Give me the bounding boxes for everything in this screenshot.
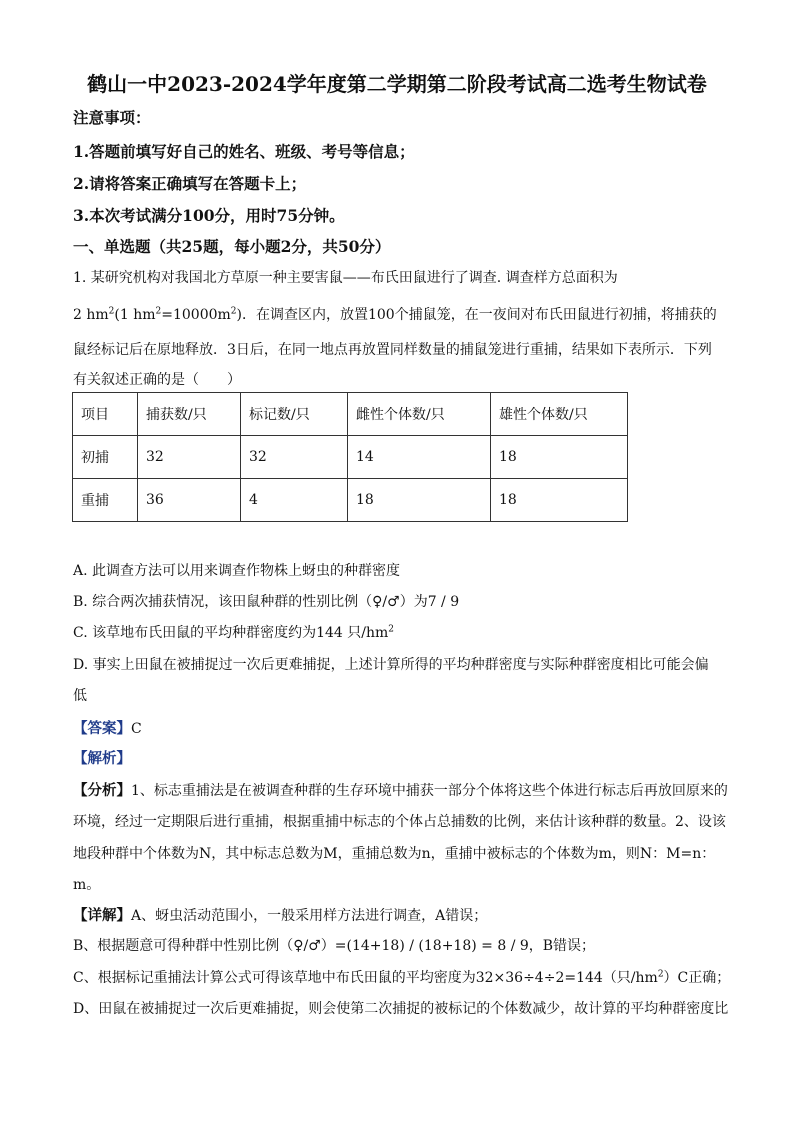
answer — [73, 717, 142, 738]
table-cell: 初捕 — [73, 436, 138, 479]
detail-c-text: C、根据标记重捕法计算公式可得该草地中布氏田鼠的平均密度为32×36÷4÷2=144（只/hm — [73, 970, 658, 986]
superscript: 2 — [230, 306, 237, 317]
analysis-label: 【解析】 — [73, 750, 131, 767]
analysis-text: 1、标志重捕法是在被调查种群的生存环境中捕获一部分个体将这些个体进行标志后再放回原来的 — [131, 783, 728, 799]
table-cell: 18 — [491, 479, 628, 522]
table-header-cell: 项目 — [73, 393, 138, 436]
table-row — [73, 479, 628, 522]
table-cell: 36 — [138, 479, 241, 522]
table-cell: 4 — [241, 479, 348, 522]
detail-c-end: ）C正确； — [663, 970, 731, 986]
analysis-tag: 【分析】 — [73, 782, 131, 799]
table-header-row — [73, 393, 628, 436]
analysis-line-4: m。 — [73, 877, 101, 893]
question-area-conv: =10000m — [161, 307, 231, 323]
page-title: 鹤山一中2023-2024学年度第二学期第二阶段考试高二选考生物试卷 — [87, 72, 707, 96]
table-cell: 32 — [241, 436, 348, 479]
table-row — [73, 436, 628, 479]
notice-heading: 注意事项： — [73, 108, 151, 127]
option-c — [73, 622, 394, 642]
detail-line-a — [73, 904, 487, 925]
table-cell: 重捕 — [73, 479, 138, 522]
table-header-cell: 标记数/只 — [241, 393, 348, 436]
option-b: B. 综合两次捕获情况，该田鼠种群的性别比例（♀/♂）为7 / 9 — [73, 594, 460, 610]
section-heading: 一、单选题（共25题，每小题2分，共50分） — [73, 237, 391, 256]
analysis-line-2: 环境，经过一定期限后进行重捕，根据重捕中标志的个体占总捕数的比例，来估计该种群的数量。2、设该 — [73, 814, 726, 830]
table-cell: 18 — [491, 436, 628, 479]
table-cell: 18 — [348, 479, 491, 522]
notice-item-1: 1.答题前填写好自己的姓名、班级、考号等信息； — [73, 142, 415, 161]
detail-line-c — [73, 967, 730, 987]
notice-item-3: 3.本次考试满分100分，用时75分钟。 — [73, 206, 345, 225]
option-c-text: C. 该草地布氏田鼠的平均种群密度约为144 只/hm — [73, 625, 389, 641]
question-line-4: 有关叙述正确的是（ ） — [73, 372, 241, 388]
answer-value: C — [131, 721, 142, 737]
table-cell: 32 — [138, 436, 241, 479]
superscript: 2 — [657, 969, 664, 980]
superscript: 2 — [155, 306, 162, 317]
question-line-3: 鼠经标记后在原地释放．3日后，在同一地点再放置同样数量的捕鼠笼进行重捕，结果如下表所示．下列 — [73, 342, 712, 358]
superscript: 2 — [108, 306, 115, 317]
question-area-value: 2 hm — [73, 307, 109, 323]
table-header-cell: 雌性个体数/只 — [348, 393, 491, 436]
answer-label: 【答案】 — [73, 720, 131, 737]
capture-table — [72, 392, 628, 522]
detail-tag: 【详解】 — [73, 907, 131, 924]
superscript: 2 — [388, 624, 395, 635]
table-header-cell: 雄性个体数/只 — [491, 393, 628, 436]
question-line-1: 1. 某研究机构对我国北方草原一种主要害鼠——布氏田鼠进行了调查. 调查样方总面积为 — [73, 270, 618, 286]
question-line-2-rest: )．在调查区内，放置100个捕鼠笼，在一夜间对布氏田鼠进行初捕，将捕获的 — [236, 307, 717, 323]
detail-a-text: A、蚜虫活动范围小，一般采用样方法进行调查，A错误； — [131, 908, 488, 924]
table-header-cell: 捕获数/只 — [138, 393, 241, 436]
option-d-line-1: D. 事实上田鼠在被捕捉过一次后更难捕捉，上述计算所得的平均种群密度与实际种群密度相比可能会偏 — [73, 657, 709, 673]
question-area-unit: (1 hm — [114, 307, 156, 323]
question-line-2 — [73, 304, 717, 324]
detail-line-b: B、根据题意可得种群中性别比例（♀/♂）=(14+18) / (18+18) = 8 / 9，B错误； — [73, 938, 596, 954]
analysis-line-1 — [73, 779, 728, 800]
option-d-line-2: 低 — [73, 688, 87, 704]
detail-line-d: D、田鼠在被捕捉过一次后更难捕捉，则会使第二次捕捉的被标记的个体数减少，故计算的平均种群密度比 — [73, 1001, 729, 1017]
table-cell: 14 — [348, 436, 491, 479]
option-a: A. 此调查方法可以用来调查作物株上蚜虫的种群密度 — [73, 563, 401, 579]
notice-item-2: 2.请将答案正确填写在答题卡上； — [73, 174, 307, 193]
analysis-line-3: 地段种群中个体数为N，其中标志总数为M，重捕总数为n，重捕中被标志的个体数为m，则N：M=n： — [73, 846, 716, 862]
